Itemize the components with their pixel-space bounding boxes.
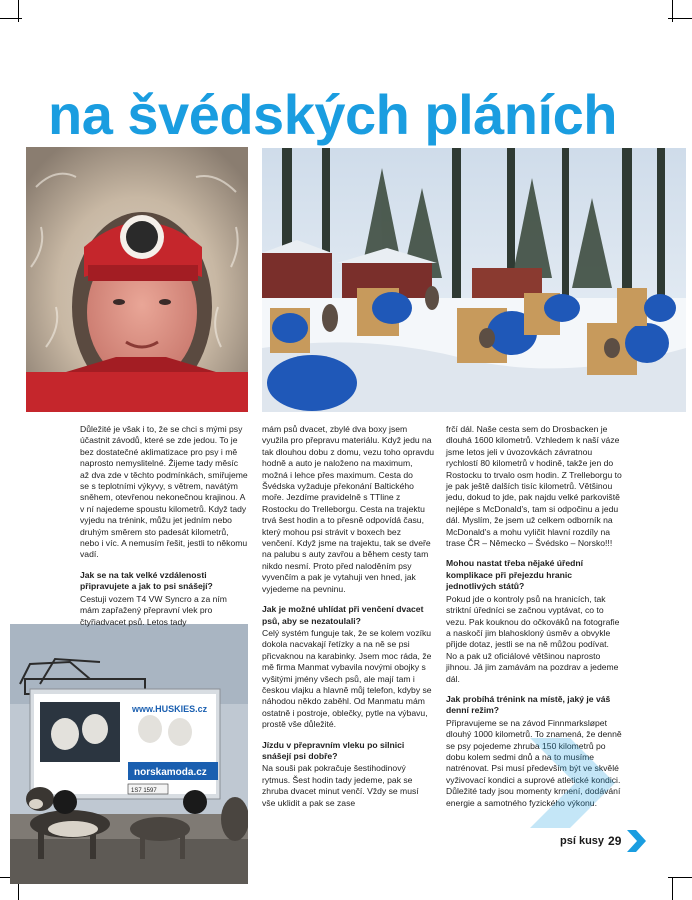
- question-heading: Jak se na tak velké vzdálenosti připravujete a jak to psi snášejí?: [80, 569, 213, 592]
- paragraph: Na souši pak pokračuje šestihodinový rytmus. Šest hodin tady jedeme, pak se zhruba dvacet minut venčí. Vždy se musí vše uklidit a pak se zase: [262, 763, 419, 808]
- paragraph: Pokud jde o kontroly psů na hranicích, tak striktní úředníci se začnou vyptávat, co to vezu. Pak kouknou do očkováků na fotografie a naskočí jim blahoskloný úsměv a obvykle přijde dotaz, jestli se na ně můžou podívat. No a pak už oficiálové většinou naprosto jihnou. Já jim zamávám na pozdrav a jedeme dál.: [446, 593, 620, 684]
- portrait-photo: [26, 147, 248, 412]
- page-number: 29: [608, 834, 622, 848]
- decorative-chevron-icon: [530, 738, 640, 828]
- question-heading: Mohou nastat třeba nějaké úřední komplikace při přejezdu hranic jednotlivých států?: [446, 558, 584, 592]
- section-name: psí kusy: [560, 835, 605, 847]
- paragraph: Celý systém funguje tak, že se kolem vozíku dokola nacvakají řetízky a na ně se psi přicvaknou na karabinky. Jsem moc ráda, že mě firma Manmat vybavila novými obojky s vyšitými jmény všech psů, ale mají tam i českou vlajku a hlavně můj telefon, kdyby se náhodou někdo zaběhl. Od Manmatu mám ostatně i postroje, oblečky, pytle na výbavu, prostě vše důležité.: [262, 627, 432, 730]
- kennels-photo: [262, 148, 686, 412]
- question-heading: Jak probíhá trénink na místě, jaký je váš denní režim?: [446, 693, 611, 716]
- license-plate-text: 1S7 1597: [131, 788, 157, 794]
- text-column-1: [80, 424, 248, 637]
- trailer-url-text: www.HUSKIES.cz: [132, 704, 208, 714]
- paragraph: mám psů dvacet, zbylé dva boxy jsem využila pro přepravu materiálu. Když jedu na tak dlouhou dobu z domu, vezu toho opravdu hodně a auto je naloženo na maximum, možná i lehce přes maximum. Cesta do Švédska vyžaduje překonání Baltického moře. Jezdíme pravidelně s TTline z Rostocku do Trelleborgu. Cesta na trajektu trvá šest hodin a to přesně odpovídá času, který mohou psi strávit v boxech bez venčení. Když jsme na trajektu, tak se dveře na palubu s auty zavřou a během cesty tam nikdo nesmí. Proto před naloděním psy vyvenčím a pak je vytahuji ven hned, jak vyjedeme na pevninu.: [262, 424, 434, 594]
- crop-mark: [672, 878, 673, 900]
- question-heading: Jízdu v přepravním vleku po silnici snášejí psi dobře?: [262, 739, 405, 761]
- crop-mark: [18, 0, 19, 22]
- paragraph: Připravujeme se na závod Finnmarksløpet dlouhý 1000 kilometrů. To znamená, že denně se psy pojedeme zhruba 150 kilometrů po dobu kolem sedmi dnů a na to musíme natrénovat. Psi musí především být ve skvělé vyživovací kondici a suprové atletické kondici. Důležité tady jsou momenty krmení, dodávání energie a samotného fyzického výkonu.: [446, 717, 622, 808]
- crop-mark: [672, 0, 673, 22]
- paragraph: Důležité je však i to, že se chci s mými psy účastnit závodů, které se zde jedou. To je bez dostatečné aklimatizace pro psy i mě naprosto nemyslitelné. Žijeme tady měsíc až dva zde v těchto podmínkách, smiřujeme se s teplotními výkyvy, s větrem, navátým sněhem, otevřenou nekonečnou krajinou. A v ní najedeme spoustu kilometrů. Když tady vyjedu na trénink, můžu jet jedním nebo druhým směrem sto padesát kilometrů, nebo i víc. A nemusím řešit, jestli to někomu vadí.: [80, 424, 248, 560]
- page-title: na švédských pláních: [48, 83, 617, 146]
- trailer-photo: [10, 624, 248, 884]
- paragraph: Cestuji vozem T4 VW Syncro a za ním mám zapřažený přepravní vlek pro čtyřiadvacet psů. Letos tady: [80, 593, 227, 627]
- trailer-brand-text: norskamoda.cz: [134, 767, 207, 778]
- question-heading: Jak je možné uhlídat při venčení dvacet psů, aby se nezatoulali?: [262, 604, 424, 626]
- paragraph: frčí dál. Naše cesta sem do Drosbacken je dlouhá 1600 kilometrů. Vzhledem k naší váze jsme letos jeli v úvozovkách závratnou rychlostí 80 kilometrů v hodině, takže jen do Rostocku to trvalo osm hodin. Z Trelleborgu to je pak ještě dalších tisíc kilometrů. Většinou jedu, dokud to jde, pak najdu velké parkoviště nejlépe s McDonald's, tam si odpočinu a jedu dál. Myslím, že jsem už celkem odborník na McDonald's a mohu vyličit hlavní rozdíly na trase ČR – Německo – Švédsko – Norsko!!!: [446, 424, 622, 549]
- text-column-2: [262, 424, 434, 818]
- chevron-right-icon: [625, 830, 647, 852]
- page-footer: [560, 830, 647, 852]
